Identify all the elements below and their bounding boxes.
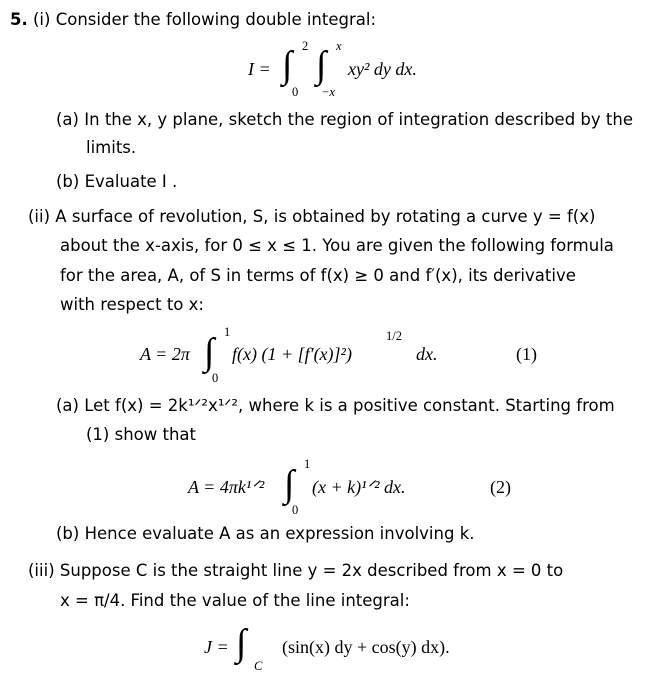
eq2-upper-limit: 1 [304,457,311,471]
part-ii-a: (a) Let f(x) = 2k¹ᐟ²x¹ᐟ², where k is a positive constant. Starting from [56,396,615,415]
eq1-power: 1/2 [386,329,402,343]
part-ii-line4: with respect to x: [60,295,204,314]
part-ii-line3: for the area, A, of S in terms of f(x) ≥ 0 and f′(x), its derivative [60,266,576,285]
inner-upper-limit: x [336,39,342,53]
question-heading [10,12,376,29]
part-i-b-text: Evaluate I . [84,172,178,191]
integral-lhs: I = [248,59,271,79]
part-iii-line1: (iii) Suppose C is the straight line y = 2x described from x = 0 to [28,561,564,580]
part-i-b [56,174,177,191]
line-integral-sign: ∫ [236,622,247,664]
eq2-lhs: A = 4πk¹ᐟ² [188,477,265,497]
question-number: 5. [10,10,28,29]
outer-lower-limit: 0 [292,85,299,99]
eq2-lower-limit: 0 [292,503,299,517]
part-i-b-label: (b) [56,172,80,191]
eq1-dx: dx. [416,344,438,364]
integrand: xy² dy dx. [348,59,417,79]
eq1-lower-limit: 0 [212,371,219,385]
part-i-a-text: In the x, y plane, sketch the region of integration described by the [84,110,633,129]
part-ii-b-label: (b) [56,524,80,543]
eq1-integral-sign: ∫ [204,331,215,373]
line-integral-subscript: C [254,659,263,673]
part-ii-line2: about the x-axis, for 0 ≤ x ≤ 1. You are given the following formula [60,236,614,255]
line-integral-lhs: J = [204,637,229,657]
inner-lower-limit: −x [321,85,335,99]
part-ii-label: (ii) [28,207,51,226]
line-integral-integrand: (sin(x) dy + cos(y) dx). [282,637,450,657]
part-ii-b: (b) Hence evaluate A as an expression involving k. [56,524,475,543]
part-i-a-line2: limits. [86,138,137,157]
eq1-integrand: f(x) (1 + [f′(x)]²) [232,344,352,364]
eq2-number: (2) [490,477,511,497]
part-ii-a-label: (a) [56,396,79,415]
eq1-upper-limit: 1 [224,325,231,339]
part-ii-a-line2: (1) show that [86,425,197,444]
part-iii-label: (iii) [28,561,55,580]
outer-upper-limit: 2 [302,39,309,53]
eq2-integral-sign: ∫ [284,463,295,505]
part-ii-line1: (ii) A surface of revolution, S, is obtained by rotating a curve y = f(x) [28,207,596,226]
eq1-number: (1) [516,344,537,364]
part-i-a-label: (a) [56,110,79,129]
eq1-lhs: A = 2π [140,344,190,364]
inner-integral-sign: ∫ [316,44,327,86]
eq2-integrand: (x + k)¹ᐟ² dx. [312,477,406,497]
part-i-a [56,112,633,129]
part-i-intro: Consider the following double integral: [55,10,377,29]
part-i-label: (i) [33,10,51,29]
part-iii-line2: x = π/4. Find the value of the line integral: [60,591,410,610]
outer-integral-sign: ∫ [282,44,293,86]
